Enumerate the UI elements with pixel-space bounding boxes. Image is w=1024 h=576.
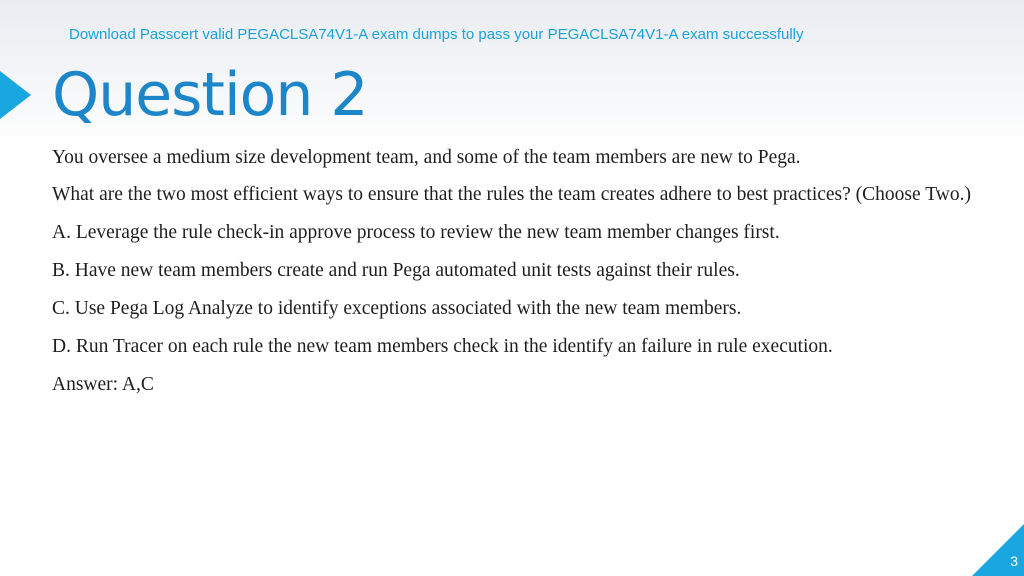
question-line-1: You oversee a medium size development team, and some of the team members are new to Pega. (52, 147, 801, 168)
option-a: A. Leverage the rule check-in approve process to review the new team member changes first. (52, 222, 780, 243)
question-line-2: What are the two most efficient ways to ensure that the rules the team creates adhere to best practices? (Choose Two.) (52, 184, 971, 205)
page-title: Question 2 (52, 60, 368, 130)
question-body (52, 145, 982, 398)
answer-text: Answer: A,C (52, 374, 154, 395)
download-banner[interactable]: Download Passcert valid PEGACLSA74V1-A exam dumps to pass your PEGACLSA74V1-A exam successfully (69, 26, 804, 43)
page-number: 3 (1010, 553, 1018, 569)
option-c: C. Use Pega Log Analyze to identify exceptions associated with the new team members. (52, 298, 742, 319)
title-arrow-icon (0, 71, 31, 119)
option-b: B. Have new team members create and run Pega automated unit tests against their rules. (52, 260, 740, 281)
option-d: D. Run Tracer on each rule the new team members check in the identify an failure in rule execution. (52, 336, 833, 357)
